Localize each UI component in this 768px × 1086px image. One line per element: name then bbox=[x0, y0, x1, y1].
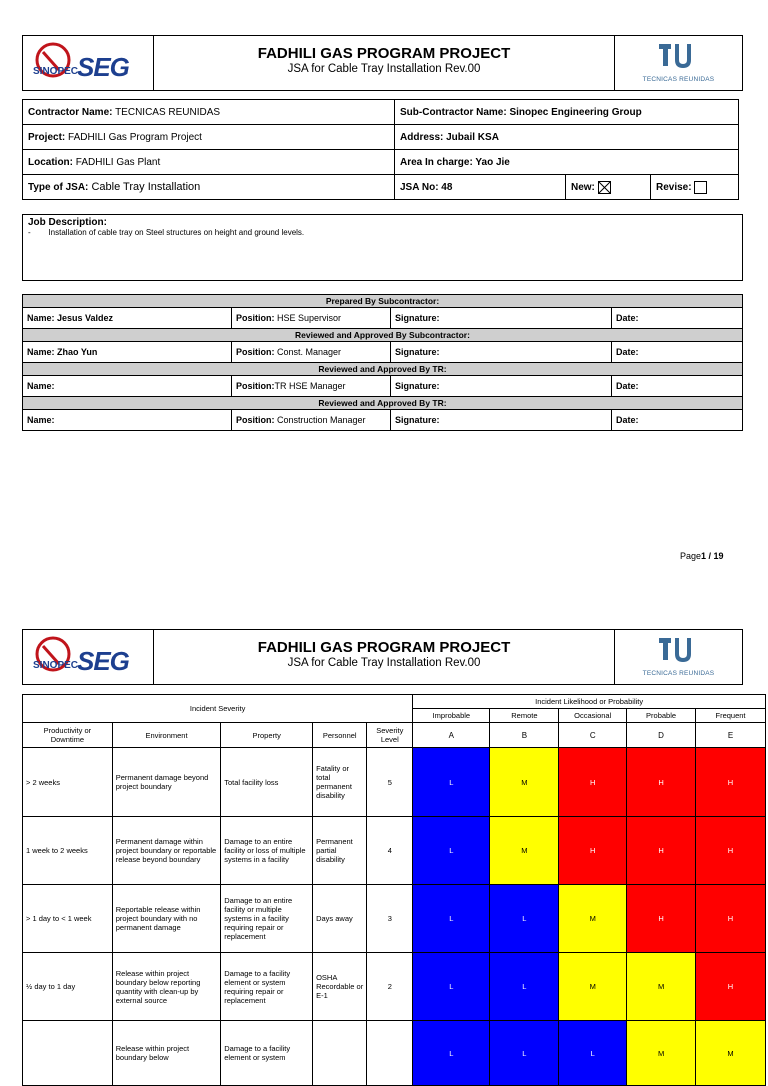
jsa-no-cell: JSA No: 48 bbox=[395, 175, 566, 200]
sinopec-text: SINOPEC bbox=[33, 66, 79, 77]
risk-rating-cell: L bbox=[559, 1021, 627, 1086]
severity-personnel: Permanent partial disability bbox=[313, 817, 367, 885]
risk-rating-cell: H bbox=[559, 748, 627, 817]
document-subtitle: JSA for Cable Tray Installation Rev.00 bbox=[287, 63, 481, 75]
severity-level bbox=[367, 1021, 413, 1086]
tr-emblem-icon bbox=[657, 634, 697, 664]
location-cell: Location: FADHILI Gas Plant bbox=[23, 150, 395, 175]
date-field[interactable]: Date: bbox=[612, 376, 743, 397]
severity-downtime: > 1 day to < 1 week bbox=[23, 885, 113, 953]
severity-environment: Reportable release within project boundary with no permanent damage bbox=[112, 885, 221, 953]
job-description-box bbox=[22, 214, 743, 281]
signer-name: Name: bbox=[23, 376, 232, 397]
severity-downtime: > 2 weeks bbox=[23, 748, 113, 817]
severity-column-header: Productivity or Downtime bbox=[23, 723, 113, 748]
reviewed-sub-header: Reviewed and Approved By Subcontractor: bbox=[23, 329, 743, 342]
signature-field[interactable]: Signature: bbox=[391, 342, 612, 363]
severity-row bbox=[23, 1021, 766, 1086]
severity-property: Damage to a facility element or system requiring repair or replacement bbox=[221, 953, 313, 1021]
risk-rating-cell: L bbox=[413, 1021, 490, 1086]
severity-personnel: Days away bbox=[313, 885, 367, 953]
revise-cell: Revise: bbox=[651, 175, 739, 200]
document-subtitle: JSA for Cable Tray Installation Rev.00 bbox=[287, 657, 481, 669]
severity-level: 5 bbox=[367, 748, 413, 817]
risk-rating-cell: L bbox=[413, 817, 490, 885]
likelihood-label: Probable bbox=[627, 709, 696, 723]
project-cell: Project: FADHILI Gas Program Project bbox=[23, 125, 395, 150]
severity-property: Total facility loss bbox=[221, 748, 313, 817]
subcontractor-cell: Sub-Contractor Name: Sinopec Engineering Group bbox=[395, 100, 739, 125]
severity-environment: Release within project boundary below bbox=[112, 1021, 221, 1086]
risk-rating-cell: M bbox=[490, 817, 559, 885]
signer-position: Position: Construction Manager bbox=[232, 410, 391, 431]
risk-matrix-table bbox=[22, 694, 766, 1086]
likelihood-label: Frequent bbox=[696, 709, 766, 723]
risk-rating-cell: H bbox=[696, 953, 766, 1021]
risk-rating-cell: M bbox=[559, 885, 627, 953]
severity-level: 2 bbox=[367, 953, 413, 1021]
severity-row bbox=[23, 748, 766, 817]
likelihood-letter: E bbox=[696, 723, 766, 748]
tr-emblem-icon bbox=[657, 40, 697, 70]
date-field[interactable]: Date: bbox=[612, 410, 743, 431]
seg-text: SEG bbox=[77, 52, 129, 82]
reviewed-tr-header: Reviewed and Approved By TR: bbox=[23, 397, 743, 410]
severity-environment: Permanent damage beyond project boundary bbox=[112, 748, 221, 817]
page-header bbox=[22, 629, 743, 685]
likelihood-letter: B bbox=[490, 723, 559, 748]
risk-rating-cell: H bbox=[696, 748, 766, 817]
severity-environment: Permanent damage within project boundary or reportable release beyond boundary bbox=[112, 817, 221, 885]
signoff-table bbox=[22, 294, 743, 431]
reviewed-tr-header: Reviewed and Approved By TR: bbox=[23, 363, 743, 376]
risk-rating-cell: L bbox=[413, 748, 490, 817]
seg-logo bbox=[23, 36, 154, 90]
risk-rating-cell: H bbox=[627, 885, 696, 953]
risk-rating-cell: M bbox=[627, 953, 696, 1021]
tr-logo-text: TECNICAS REUNIDAS bbox=[642, 670, 715, 677]
severity-downtime: 1 week to 2 weeks bbox=[23, 817, 113, 885]
severity-property: Damage to a facility element or system bbox=[221, 1021, 313, 1086]
severity-personnel: OSHA Recordable or E-1 bbox=[313, 953, 367, 1021]
likelihood-header: Incident Likelihood or Probability bbox=[413, 695, 766, 709]
job-description-text: - Installation of cable tray on Steel structures on height and ground levels. bbox=[28, 228, 305, 237]
page-number: Page1 / 19 bbox=[680, 551, 724, 561]
severity-downtime bbox=[23, 1021, 113, 1086]
page-header bbox=[22, 35, 743, 91]
severity-environment: Release within project boundary below reporting quantity with clean-up by external source bbox=[112, 953, 221, 1021]
risk-rating-cell: H bbox=[696, 885, 766, 953]
signer-name: Name: Jesus Valdez bbox=[23, 308, 232, 329]
signer-position: Position: HSE Supervisor bbox=[232, 308, 391, 329]
address-cell: Address: Jubail KSA bbox=[395, 125, 739, 150]
risk-rating-cell: L bbox=[413, 885, 490, 953]
severity-property: Damage to an entire facility or loss of multiple systems in a facility bbox=[221, 817, 313, 885]
sinopec-text: SINOPEC bbox=[33, 660, 79, 671]
risk-rating-cell: L bbox=[490, 953, 559, 1021]
severity-level: 4 bbox=[367, 817, 413, 885]
severity-column-header: Severity Level bbox=[367, 723, 413, 748]
signer-name: Name: bbox=[23, 410, 232, 431]
risk-rating-cell: L bbox=[490, 1021, 559, 1086]
date-field[interactable]: Date: bbox=[612, 308, 743, 329]
risk-rating-cell: M bbox=[559, 953, 627, 1021]
risk-rating-cell: H bbox=[696, 817, 766, 885]
likelihood-label: Improbable bbox=[413, 709, 490, 723]
area-cell: Area In charge: Yao Jie bbox=[395, 150, 739, 175]
new-cell: New: bbox=[566, 175, 651, 200]
revise-checkbox[interactable] bbox=[694, 181, 707, 194]
signer-name: Name: Zhao Yun bbox=[23, 342, 232, 363]
severity-header: Incident Severity bbox=[23, 695, 413, 723]
risk-rating-cell: L bbox=[413, 953, 490, 1021]
severity-column-header: Personnel bbox=[313, 723, 367, 748]
likelihood-label: Occasional bbox=[559, 709, 627, 723]
signature-field[interactable]: Signature: bbox=[391, 410, 612, 431]
tr-logo bbox=[614, 36, 742, 90]
risk-rating-cell: L bbox=[490, 885, 559, 953]
job-description-label: Job Description: bbox=[28, 217, 107, 228]
severity-personnel bbox=[313, 1021, 367, 1086]
severity-downtime: ½ day to 1 day bbox=[23, 953, 113, 1021]
sinopec-emblem-icon bbox=[33, 634, 73, 682]
tr-logo-text: TECNICAS REUNIDAS bbox=[642, 76, 715, 83]
document-title: FADHILI GAS PROGRAM PROJECT bbox=[257, 45, 511, 62]
signer-position: Position:TR HSE Manager bbox=[232, 376, 391, 397]
seg-logo bbox=[23, 630, 154, 684]
likelihood-letter: A bbox=[413, 723, 490, 748]
info-table bbox=[22, 99, 739, 200]
signature-field[interactable]: Signature: bbox=[391, 376, 612, 397]
seg-text: SEG bbox=[77, 646, 129, 676]
likelihood-letter: C bbox=[559, 723, 627, 748]
severity-personnel: Fatality or total permanent disability bbox=[313, 748, 367, 817]
tr-logo bbox=[614, 630, 742, 684]
sinopec-emblem-icon bbox=[33, 40, 73, 88]
prepared-by-header: Prepared By Subcontractor: bbox=[23, 295, 743, 308]
contractor-cell: Contractor Name: TECNICAS REUNIDAS bbox=[23, 100, 395, 125]
signer-position: Position: Const. Manager bbox=[232, 342, 391, 363]
severity-row bbox=[23, 885, 766, 953]
risk-rating-cell: H bbox=[559, 817, 627, 885]
severity-row bbox=[23, 953, 766, 1021]
severity-row bbox=[23, 817, 766, 885]
severity-property: Damage to an entire facility or multiple systems in a facility requiring repair or replacement bbox=[221, 885, 313, 953]
document-title: FADHILI GAS PROGRAM PROJECT bbox=[257, 639, 511, 656]
date-field[interactable]: Date: bbox=[612, 342, 743, 363]
jsa-type-cell: Type of JSA: Cable Tray Installation bbox=[23, 175, 395, 200]
severity-column-header: Environment bbox=[112, 723, 221, 748]
severity-level: 3 bbox=[367, 885, 413, 953]
likelihood-letter: D bbox=[627, 723, 696, 748]
likelihood-label: Remote bbox=[490, 709, 559, 723]
new-checkbox[interactable] bbox=[598, 181, 611, 194]
risk-rating-cell: H bbox=[627, 817, 696, 885]
signature-field[interactable]: Signature: bbox=[391, 308, 612, 329]
risk-rating-cell: H bbox=[627, 748, 696, 817]
check-x-icon bbox=[599, 182, 610, 193]
severity-column-header: Property bbox=[221, 723, 313, 748]
risk-rating-cell: M bbox=[696, 1021, 766, 1086]
risk-rating-cell: M bbox=[490, 748, 559, 817]
risk-rating-cell: M bbox=[627, 1021, 696, 1086]
